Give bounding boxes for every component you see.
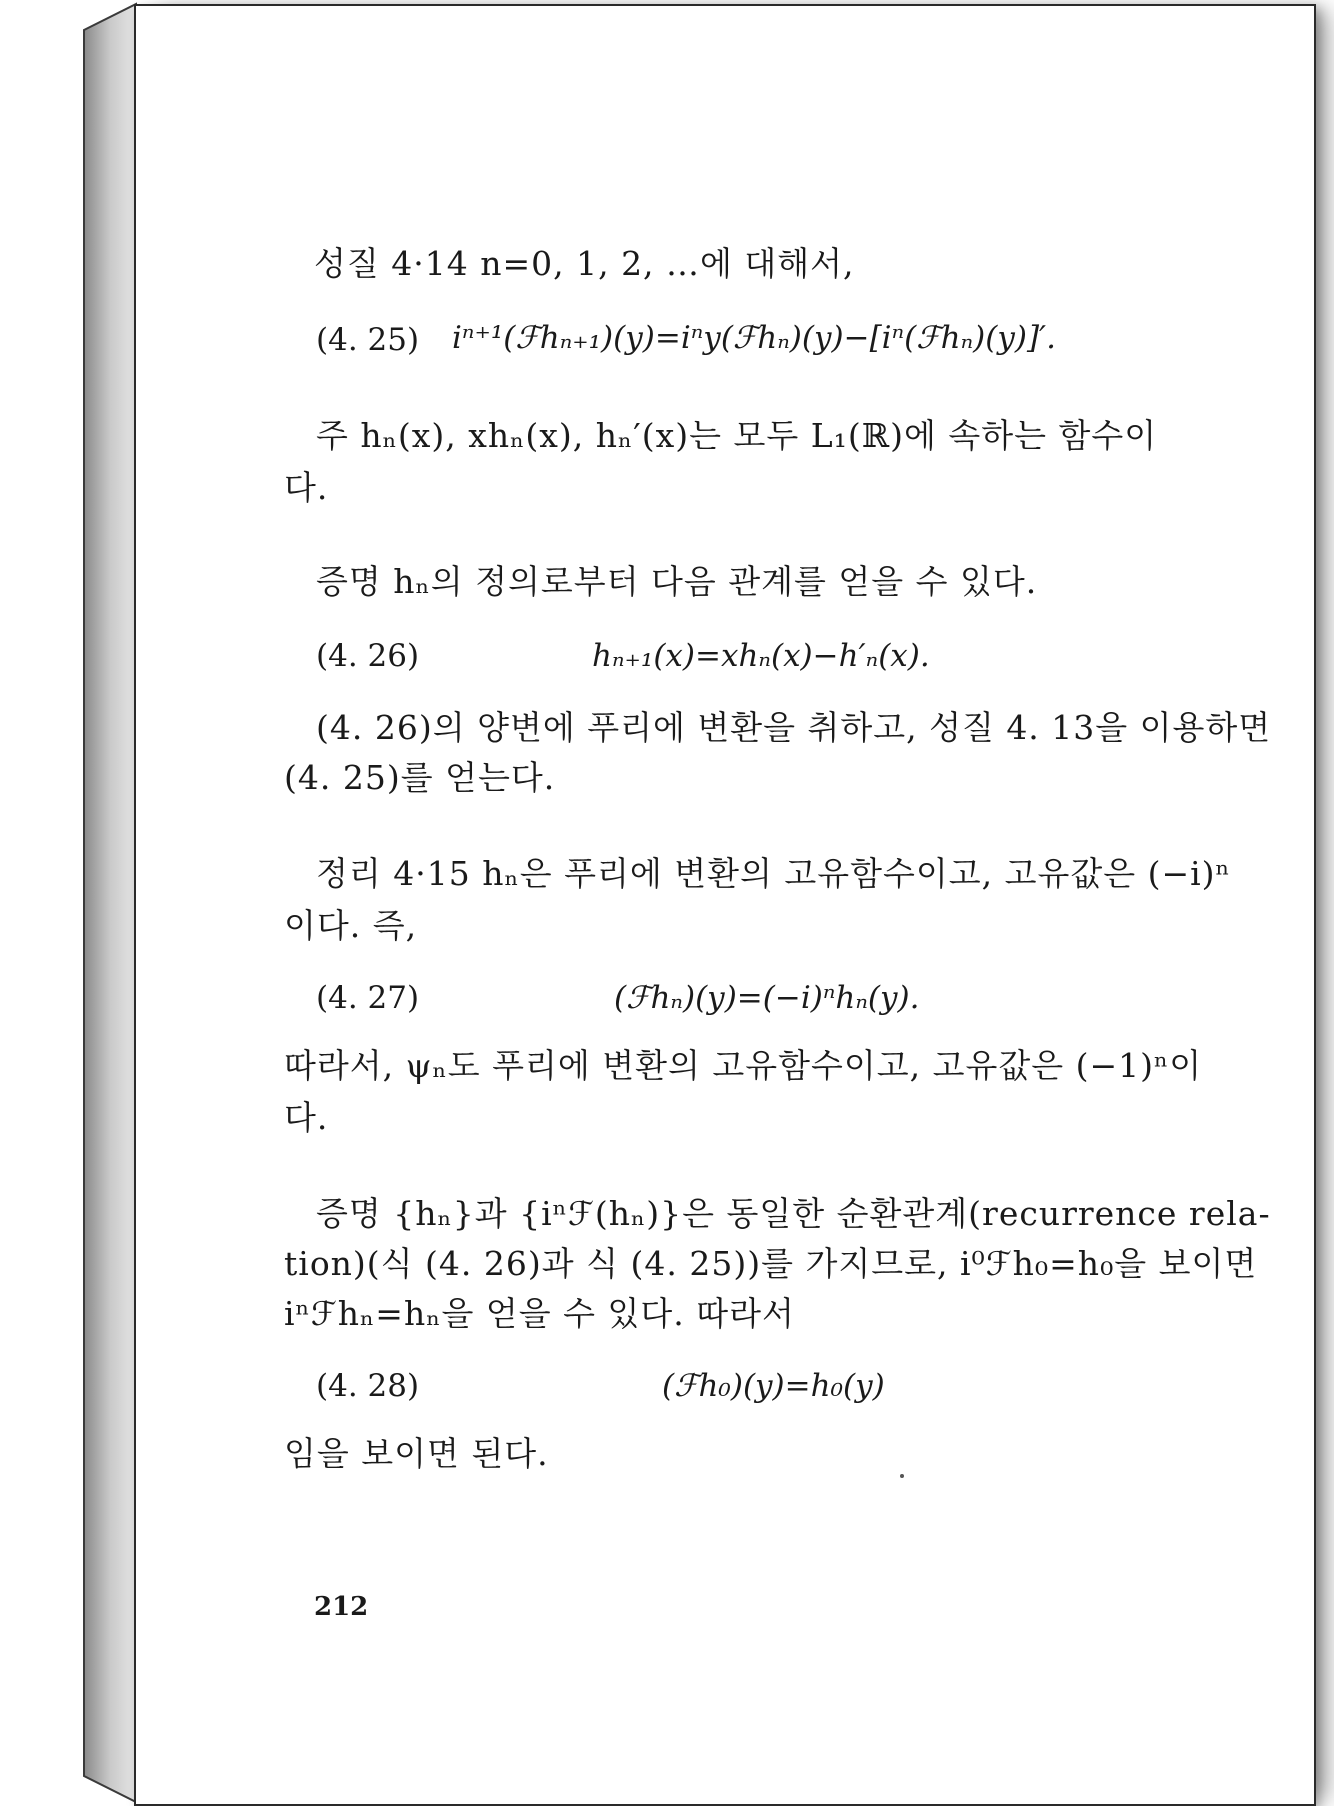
- property-4-14-heading: 성질 4·14 n=0, 1, 2, …에 대해서,: [314, 244, 855, 283]
- equation-number-4-28: (4. 28): [316, 1368, 420, 1404]
- equation-number-4-27: (4. 27): [316, 980, 420, 1016]
- proof-2-line-3: iⁿℱhₙ=hₙ을 얻을 수 있다. 따라서: [284, 1294, 795, 1333]
- equation-number-4-26: (4. 26): [316, 638, 420, 674]
- proof-2-line-2: tion)(식 (4. 26)과 식 (4. 25))를 가지므로, i⁰ℱh₀=h₀을 보이면: [284, 1244, 1258, 1283]
- theorem-4-15-line-2: 이다. 즉,: [284, 906, 418, 945]
- note-line-2: 다.: [284, 468, 329, 507]
- proof-1-line: 증명 hₙ의 정의로부터 다음 관계를 얻을 수 있다.: [316, 562, 1038, 601]
- equation-4-28: (ℱh₀)(y)=h₀(y): [662, 1368, 885, 1404]
- psi-eigen-line-2: 다.: [284, 1098, 329, 1137]
- equation-number-4-25: (4. 25): [316, 322, 420, 358]
- psi-eigen-line-1: 따라서, ψₙ도 푸리에 변환의 고유함수이고, 고유값은 (−1)ⁿ이: [284, 1046, 1203, 1085]
- equation-4-25: iⁿ⁺¹(ℱhₙ₊₁)(y)=iⁿy(ℱhₙ)(y)−[iⁿ(ℱhₙ)(y)]′.: [452, 320, 1056, 356]
- paragraph-4-26-line-2: (4. 25)를 얻는다.: [284, 758, 556, 797]
- equation-4-26: hₙ₊₁(x)=xhₙ(x)−h′ₙ(x).: [592, 638, 930, 674]
- note-line-1: 주 hₙ(x), xhₙ(x), hₙ′(x)는 모두 L₁(ℝ)에 속하는 함수이: [316, 416, 1158, 455]
- proof-2-line-1: 증명 {hₙ}과 {iⁿℱ(hₙ)}은 동일한 순환관계(recurrence rela-: [316, 1194, 1271, 1233]
- theorem-4-15-line-1: 정리 4·15 hₙ은 푸리에 변환의 고유함수이고, 고유값은 (−i)ⁿ: [316, 854, 1231, 893]
- book-page: [134, 4, 1316, 1806]
- final-line: 임을 보이면 된다.: [284, 1434, 549, 1473]
- paragraph-4-26-line-1: (4. 26)의 양변에 푸리에 변환을 취하고, 성질 4. 13을 이용하면: [316, 708, 1272, 747]
- speck: [900, 1474, 904, 1478]
- equation-4-27: (ℱhₙ)(y)=(−i)ⁿhₙ(y).: [614, 980, 920, 1016]
- page-number: 212: [314, 1592, 369, 1622]
